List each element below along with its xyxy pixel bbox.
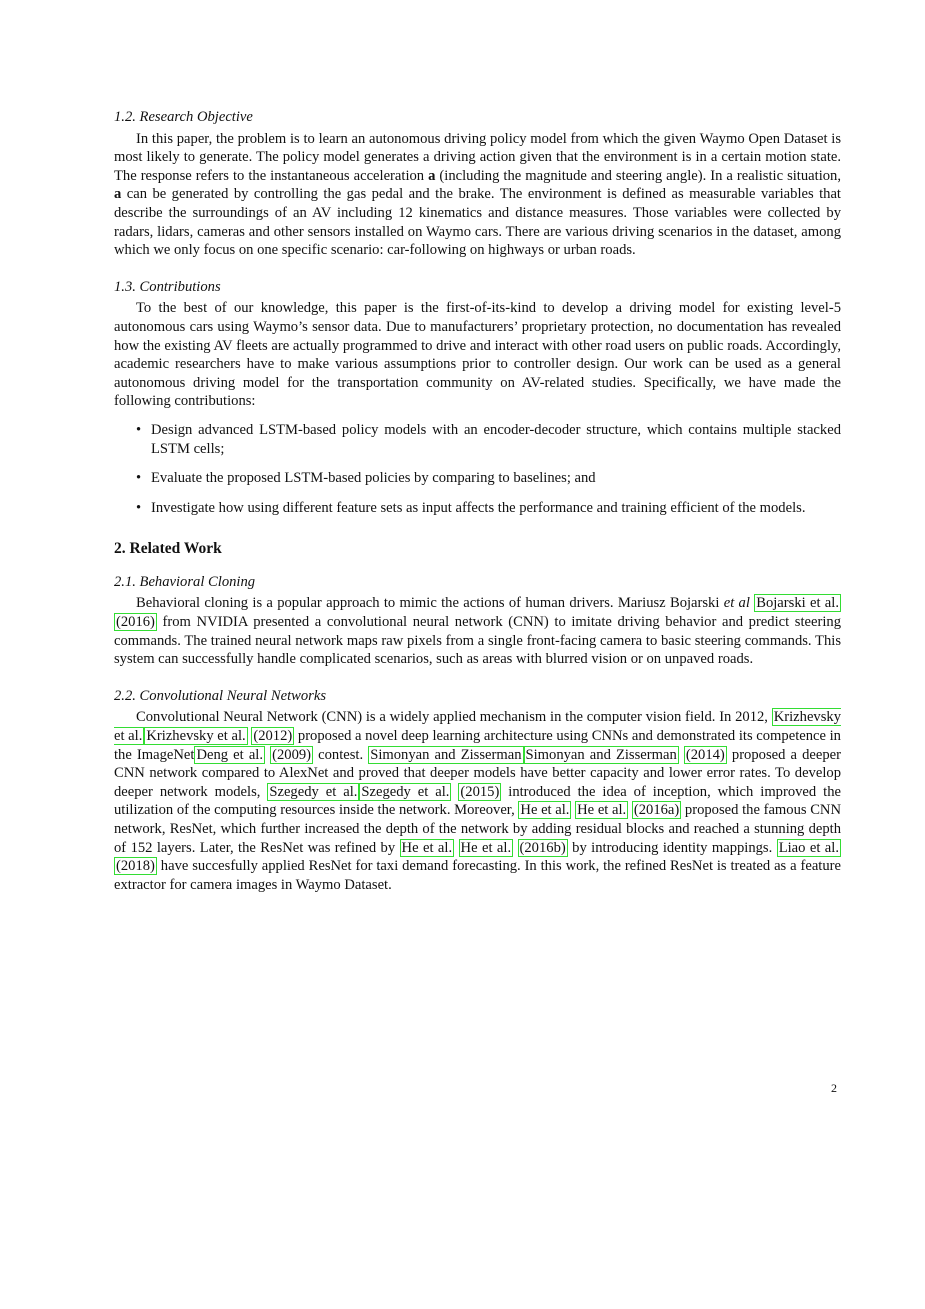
citation-link[interactable]: He et al. <box>460 839 512 856</box>
citation-link[interactable]: (2016b) <box>519 839 566 856</box>
citation-link[interactable]: (2014) <box>685 746 725 763</box>
citation-link[interactable]: He et al. <box>577 802 627 819</box>
list-item: • Evaluate the proposed LSTM-based policies by comparing to baselines; and <box>151 469 841 488</box>
page-number: 2 <box>831 1081 837 1095</box>
paragraph-research-objective: In this paper, the problem is to learn an autonomous driving policy model from which the given Waymo Open Dataset is most likely to generate. The policy model generates a driving action given that the environment is in a certain motion state. The response refers to the instantaneous acceleration a (including the magnitude and steering angle). In a realistic situation, a can be generated by controlling the gas pedal and the brake. The environment is defined as measurable variables that describe the surroundings of an AV including 12 kinematics and distance measures. Those variables were collected by radars, lidars, cameras and other sensors installed on Waymo cars. There are various driving scenarios in the dataset, among which we only focus on one specific scenario: car-following on highways or urban roads. <box>114 130 841 259</box>
paper-page <box>114 108 841 894</box>
subsection-title-contributions: 1.3. Contributions <box>114 278 221 295</box>
contributions-list <box>114 421 841 517</box>
citation-link[interactable]: Krizhevsky et al. <box>114 709 841 745</box>
citation-link[interactable]: (2016a) <box>633 802 680 819</box>
citation-link[interactable]: Krizhevsky et al. <box>146 728 246 745</box>
citation-link[interactable]: He et al. <box>401 839 453 856</box>
section-title-related-work: 2. Related Work <box>114 540 222 558</box>
citation-link[interactable]: (2018) <box>116 858 155 875</box>
subsection-title-research-objective: 1.2. Research Objective <box>114 109 253 125</box>
citation-link[interactable]: He et al. <box>520 802 570 819</box>
list-item: • Design advanced LSTM-based policy models with an encoder-decoder structure, which contains multiple stacked LSTM cells; <box>151 421 841 458</box>
citation-link[interactable]: Simonyan and Zisserman <box>525 746 677 763</box>
citation-link[interactable]: Deng et al. <box>196 746 263 763</box>
citation-link[interactable]: (2016) <box>116 614 155 631</box>
paragraph-cnn: Convolutional Neural Network (CNN) is a widely applied mechanism in the computer vision field. In 2012, Krizhevsky et al. Krizhevsky et al. (2012) proposed a novel deep learning architecture using CNNs and demonstrated its competence in the ImageNet Deng et al. (2009) contest. Simonyan and Zisserman Simonyan and Zisserman (2014) proposed a deeper CNN network compared to AlexNet and proved that deeper models have better capacity and lower error rates. To develop deeper network models, Szegedy et al. Szegedy et al. (2015) introduced the idea of inception, which improved the utilization of the computing resources inside the network. Moreover, He et al. He et al. (2016a) proposed the famous CNN network, ResNet, which further increased the depth of the network by adding residual blocks and reached a stunning depth of 152 layers. Later, the ResNet was refined by He et al. He et al. (2016b) by introducing identity mappings. Liao et al. (2018) have succesfully applied ResNet for taxi demand forecasting. In this work, the refined ResNet is treated as a feature extractor for camera images in Waymo Dataset. <box>114 709 842 893</box>
subsection-title-cnn: 2.2. Convolutional Neural Networks <box>114 687 327 704</box>
citation-link[interactable]: Simonyan and Zisserman <box>370 746 522 763</box>
citation-link[interactable]: Bojarski et al. <box>756 595 839 612</box>
subsection-title-behavioral-cloning: 2.1. Behavioral Cloning <box>114 573 256 590</box>
citation-link[interactable]: (2015) <box>460 783 500 800</box>
citation-link[interactable]: Szegedy et al. <box>269 783 358 800</box>
list-item: • Investigate how using different feature sets as input affects the performance and training efficient of the models. <box>151 499 841 518</box>
paragraph-contributions: To the best of our knowledge, this paper is the first-of-its-kind to develop a driving model for existing level-5 autonomous cars using Waymo’s sensor data. Due to manufacturers’ proprietary protection, no documentation has revealed how the existing AV fleets are actually programmed to drive and interact with other road users on public roads. Accordingly, academic researchers have to make various assumptions prior to controller design. Our work can be used as a general autonomous driving model for the transportation community on AV-related studies. Specifically, we have made the following contributions: <box>114 300 841 410</box>
bold-symbol-a: a <box>428 167 436 184</box>
bold-symbol-a-2: a <box>114 186 122 203</box>
paragraph-behavioral-cloning: Behavioral cloning is a popular approach to mimic the actions of human drivers. Mariusz Bojarski et al Bojarski et al. (2016) from NVIDIA presented a convolutional neural network (CNN) to imitate driving behavior and predict steering commands. The trained neural network maps raw pixels from a single front-facing camera to basic steering commands. This system can successfully handle complicated scenarios, such as areas with blurred vision or on unpaved roads. <box>114 595 841 668</box>
citation-link[interactable]: Liao et al. <box>778 839 839 856</box>
citation-link[interactable]: (2012) <box>253 728 293 745</box>
citation-link[interactable]: (2009) <box>272 746 312 763</box>
citation-link[interactable]: Szegedy et al. <box>361 783 450 800</box>
